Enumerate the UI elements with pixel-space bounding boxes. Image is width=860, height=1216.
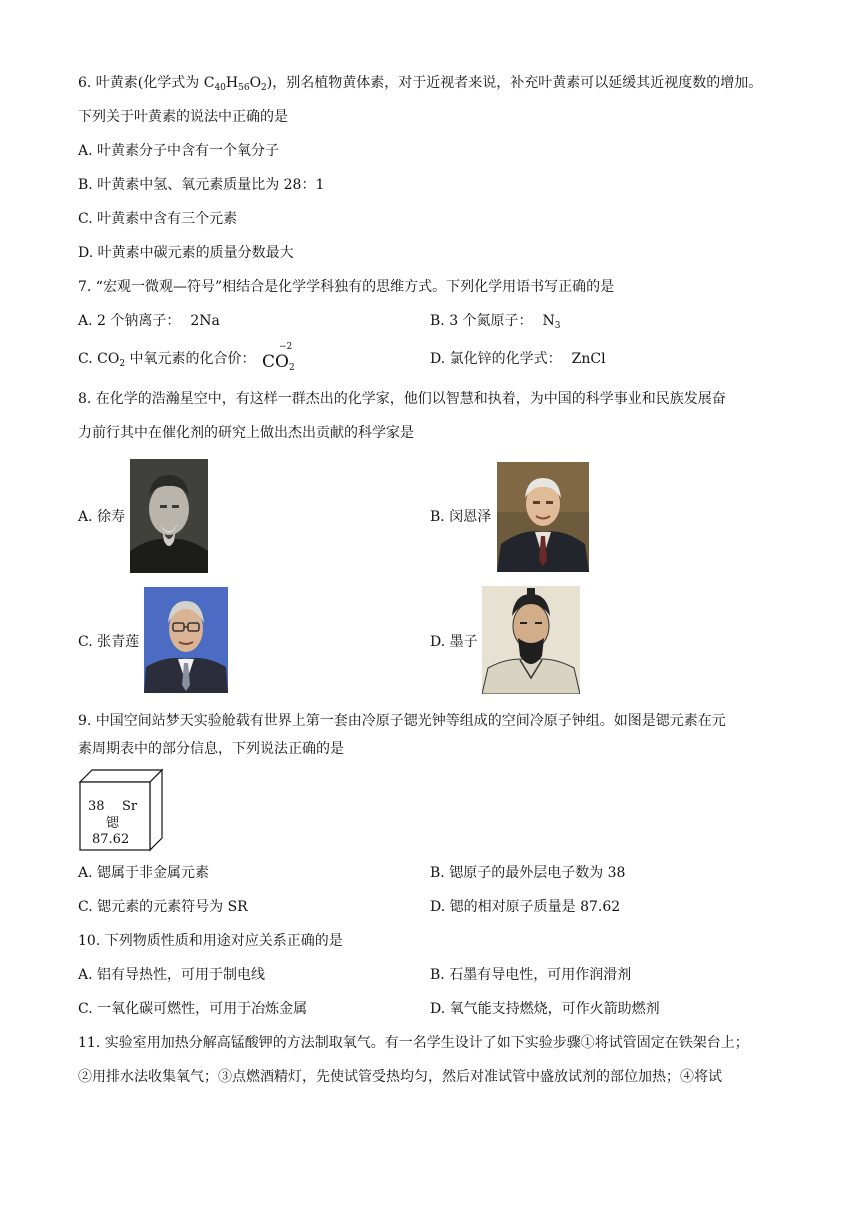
q10-stem: 10. 下列物质性质和用途对应关系正确的是 [78, 933, 343, 949]
q6-option-d: D. 叶黄素中碳元素的质量分数最大 [78, 245, 294, 261]
q6-stem-line2: 下列关于叶黄素的说法中正确的是 [78, 109, 288, 125]
q9-option-d: D. 锶的相对原子质量是 87.62 [430, 899, 621, 915]
q6-option-b: B. 叶黄素中氢、氧元素质量比为 28：1 [78, 177, 325, 193]
q9-option-a: A. 锶属于非金属元素 [78, 865, 210, 881]
q8-option-c: C. 张青莲 [78, 634, 140, 650]
q10-option-b: B. 石墨有导电性，可用作润滑剂 [430, 967, 632, 983]
q8-option-b: B. 闵恩泽 [430, 509, 492, 525]
q9-option-c: C. 锶元素的元素符号为 SR [78, 899, 248, 915]
q10-option-a: A. 铝有导热性，可用于制电线 [78, 967, 266, 983]
portrait-xu-shou [130, 459, 208, 573]
q7-option-a: A. 2 个钠离子： 2Na [78, 313, 220, 329]
q7-option-d: D. 氯化锌的化学式： ZnCl [430, 351, 606, 367]
q8-option-a: A. 徐寿 [78, 509, 126, 525]
q7-valence-formula [262, 342, 302, 376]
q8-stem-line1: 8. 在化学的浩瀚星空中，有这样一群杰出的化学家，他们以智慧和执着，为中国的科学事业和民族发展奋 [78, 391, 726, 407]
q11-stem-line2: ②用排水法收集氧气；③点燃酒精灯，先使试管受热均匀，然后对准试管中盛放试剂的部位加热；④将试 [78, 1069, 722, 1085]
q8-option-d: D. 墨子 [430, 634, 478, 650]
q9-stem-line1: 9. 中国空间站梦天实验舱载有世界上第一套由冷原子锶光钟等组成的空间冷原子钟组。如图是锶元素在元 [78, 713, 726, 729]
q10-option-d: D. 氧气能支持燃烧，可作火箭助燃剂 [430, 1001, 660, 1017]
q9-option-b: B. 锶原子的最外层电子数为 38 [430, 865, 626, 881]
q7-option-c: C. $CO_2$ 中氧元素的化合价： [78, 351, 256, 369]
element-name: 锶 [106, 816, 120, 831]
element-symbol: Sr [122, 799, 138, 814]
portrait-zhang-qinglian [144, 587, 228, 693]
q7-stem: 7. “宏观一微观—符号”相结合是化学学科独有的思维方式。下列化学用语书写正确的是 [78, 279, 615, 295]
valence-mark: −2 [279, 342, 293, 352]
q6-option-c: C. 叶黄素中含有三个元素 [78, 211, 238, 227]
portrait-mozi [482, 586, 580, 694]
atomic-number: 38 [88, 799, 105, 814]
q7-option-b: B. 3 个氮原子： $N_3$ [430, 313, 561, 331]
portrait-min-enze [497, 462, 589, 572]
q9-stem-line2: 素周期表中的部分信息，下列说法正确的是 [78, 741, 344, 757]
q8-stem-line2: 力前行其中在催化剂的研究上做出杰出贡献的科学家是 [78, 425, 414, 441]
strontium-element-cell [78, 768, 164, 852]
q6-stem-line1: 6. 叶黄素(化学式为 $C_{40}H_{56}O_2$)，别名植物黄体素，对于近视者来说，补充叶黄素可以延缓其近视度数的增加。 [78, 75, 763, 93]
q6-option-a: A. 叶黄素分子中含有一个氧分子 [78, 143, 280, 159]
q11-stem-line1: 11. 实验室用加热分解高锰酸钾的方法制取氧气。有一名学生设计了如下实验步骤①将试管固定在铁架台上； [78, 1035, 749, 1051]
q10-option-c: C. 一氧化碳可燃性，可用于冶炼金属 [78, 1001, 308, 1017]
co2-formula: $CO_2$ [262, 352, 295, 373]
atomic-mass: 87.62 [92, 832, 130, 847]
